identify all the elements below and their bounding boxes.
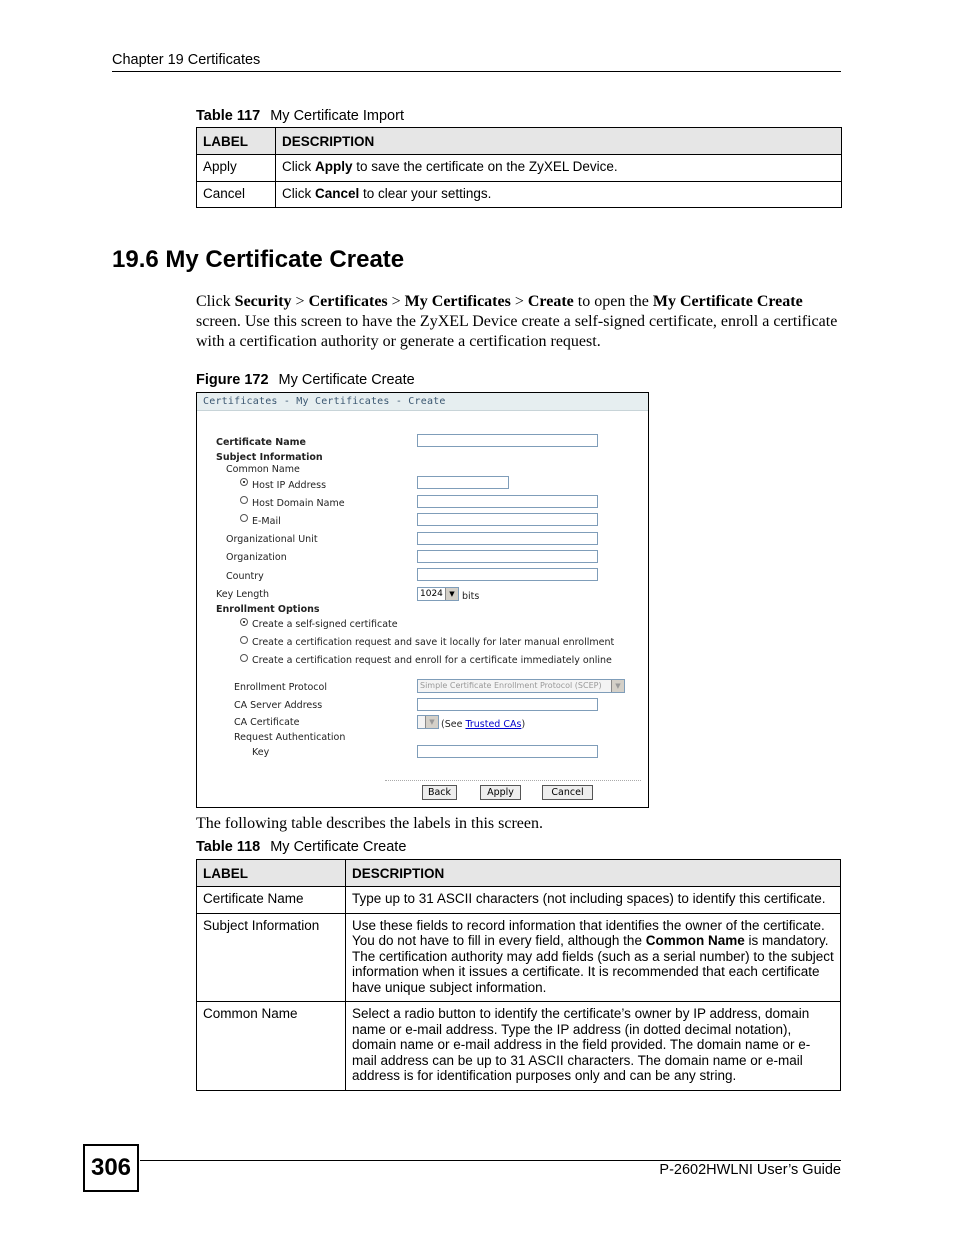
host-ip-input[interactable] (417, 476, 509, 489)
table-117 (196, 127, 842, 208)
table-118-header-description: DESCRIPTION (346, 860, 841, 887)
email-radio[interactable] (240, 514, 248, 522)
enrollment-protocol-label: Enrollment Protocol (234, 682, 327, 693)
figure-screenshot (196, 392, 649, 808)
enrollment-protocol-select[interactable] (417, 679, 625, 693)
table-118-title: My Certificate Create (270, 839, 407, 855)
table-row (197, 913, 841, 1002)
key-length-select[interactable] (417, 587, 459, 601)
organization-label: Organization (226, 552, 287, 563)
desc-text: Click (282, 159, 315, 174)
desc-text: is mandatory. The certification authority may add fields (such as a serial number) to the subject information when it issues a certificate. It is recommended that each certificate have unique subject information. (352, 933, 834, 995)
certificate-name-input[interactable] (417, 434, 598, 447)
ca-certificate-label: CA Certificate (234, 717, 300, 728)
table-117-header-label: LABEL (197, 128, 276, 155)
key-label: Key (252, 747, 270, 758)
host-domain-radio[interactable] (240, 496, 248, 504)
para-text: > (291, 293, 309, 310)
section-title: 19.6 My Certificate Create (112, 246, 405, 273)
figure-172-title: My Certificate Create (278, 372, 415, 388)
chevron-down-icon: ▼ (425, 716, 438, 728)
table-row (197, 181, 842, 208)
table-118 (196, 859, 841, 1091)
breadcrumb-bar (197, 393, 648, 411)
footer-rule (140, 1160, 841, 1161)
org-unit-label: Organizational Unit (226, 534, 318, 545)
figure-172-caption (196, 372, 415, 388)
table-cell-label: Certificate Name (197, 887, 346, 914)
country-label: Country (226, 571, 264, 582)
key-input[interactable] (417, 745, 598, 758)
para-bold: Create (527, 293, 574, 310)
table-cell-label: Apply (197, 155, 276, 182)
host-domain-label: Host Domain Name (252, 498, 345, 509)
desc-bold: Cancel (315, 185, 360, 201)
bits-label: bits (462, 591, 480, 602)
request-local-radio[interactable] (240, 636, 248, 644)
table-118-header-label: LABEL (197, 860, 346, 887)
certificate-name-label: Certificate Name (216, 437, 306, 448)
ca-server-input[interactable] (417, 698, 598, 711)
host-ip-label: Host IP Address (252, 480, 327, 491)
host-domain-input[interactable] (417, 495, 598, 508)
desc-bold: Apply (315, 159, 353, 174)
para-text: to open the (573, 293, 653, 310)
para-text: screen. Use this screen to have the ZyXEL Device create a self-signed certificate, enroll a certificate with a certification authority or generate a certification request. (196, 313, 838, 350)
request-local-label: Create a certification request and save it locally for later manual enrollment (252, 637, 615, 648)
table-intro-text: The following table describes the labels in this screen. (196, 815, 544, 832)
enrollment-protocol-value: Simple Certificate Enrollment Protocol (SCEP) (420, 681, 602, 690)
back-button[interactable]: Back (422, 785, 457, 800)
desc-text: to clear your settings. (359, 185, 492, 201)
org-unit-input[interactable] (417, 532, 598, 545)
table-117-caption (196, 108, 404, 124)
email-label: E-Mail (252, 516, 281, 527)
guide-title: P-2602HWLNI User’s Guide (659, 1162, 841, 1178)
table-117-number: Table 117 (196, 108, 261, 124)
table-117-title: My Certificate Import (270, 108, 404, 124)
para-text: Click (196, 293, 235, 310)
table-cell-label: Cancel (197, 181, 276, 208)
common-name-label: Common Name (226, 464, 300, 475)
table-cell-label: Common Name (197, 1002, 346, 1091)
para-text: > (510, 293, 528, 310)
table-cell-label: Subject Information (197, 913, 346, 1002)
table-row (197, 1002, 841, 1091)
key-length-label: Key Length (216, 589, 270, 600)
table-cell-description: Type up to 31 ASCII characters (not including spaces) to identify this certificate. (346, 887, 841, 914)
self-signed-label: Create a self-signed certificate (252, 619, 398, 630)
trusted-cas-note (441, 719, 525, 730)
table-cell-description: Select a radio button to identify the certificate’s owner by IP address, domain name or e-mail address. Type the IP address (in dotted decimal notation), domain name or e-mail address in the field provided. The domain name or e-mail address can be up to 31 ASCII characters. The domain name or e-mail address is for identification purposes only and can be any string. (346, 1002, 841, 1091)
table-117-header-description: DESCRIPTION (276, 128, 842, 155)
figure-172-number: Figure 172 (196, 372, 269, 388)
desc-text: to save the certificate on the ZyXEL Device. (352, 159, 618, 174)
table-cell-description (276, 155, 842, 182)
table-118-number: Table 118 (196, 839, 261, 855)
para-bold: My Certificate Create (652, 293, 803, 310)
key-length-value: 1024 (420, 589, 443, 599)
request-online-radio[interactable] (240, 654, 248, 662)
desc-text: Use these fields to record information that identifies the owner of the certificate. You do not have to fill in every field, although the (352, 917, 825, 948)
table-cell-description (276, 181, 842, 208)
para-bold: Security (234, 293, 292, 310)
divider (385, 780, 641, 781)
self-signed-radio[interactable] (240, 618, 248, 626)
desc-text: Click (282, 185, 315, 201)
chevron-down-icon: ▼ (611, 680, 624, 692)
ca-server-label: CA Server Address (234, 700, 323, 711)
ca-certificate-select[interactable] (417, 715, 439, 729)
request-online-label: Create a certification request and enroll for a certificate immediately online (252, 655, 612, 666)
breadcrumb: Certificates - My Certificates - Create (203, 396, 446, 407)
host-ip-radio[interactable] (240, 478, 248, 486)
para-bold: Certificates (308, 293, 388, 310)
page-number: 306 (83, 1144, 139, 1192)
see-text: ) (521, 719, 526, 730)
para-bold: My Certificates (404, 293, 511, 310)
cancel-button[interactable]: Cancel (542, 785, 593, 800)
country-input[interactable] (417, 568, 598, 581)
subject-information-label: Subject Information (216, 452, 323, 463)
enrollment-options-label: Enrollment Options (216, 604, 320, 615)
email-input[interactable] (417, 513, 598, 526)
table-row (197, 155, 842, 182)
see-text: (See (441, 719, 466, 730)
header-rule (112, 71, 841, 72)
request-auth-label: Request Authentication (234, 732, 346, 743)
table-cell-description (346, 913, 841, 1002)
table-118-caption (196, 839, 406, 855)
organization-input[interactable] (417, 550, 598, 563)
desc-bold: Common Name (645, 933, 745, 948)
table-row (197, 887, 841, 914)
chevron-down-icon: ▼ (445, 588, 458, 600)
section-paragraph (196, 292, 846, 352)
trusted-cas-link[interactable]: Trusted CAs (465, 719, 522, 730)
chapter-header: Chapter 19 Certificates (112, 52, 261, 68)
apply-button[interactable]: Apply (480, 785, 521, 800)
para-text: > (387, 293, 405, 310)
